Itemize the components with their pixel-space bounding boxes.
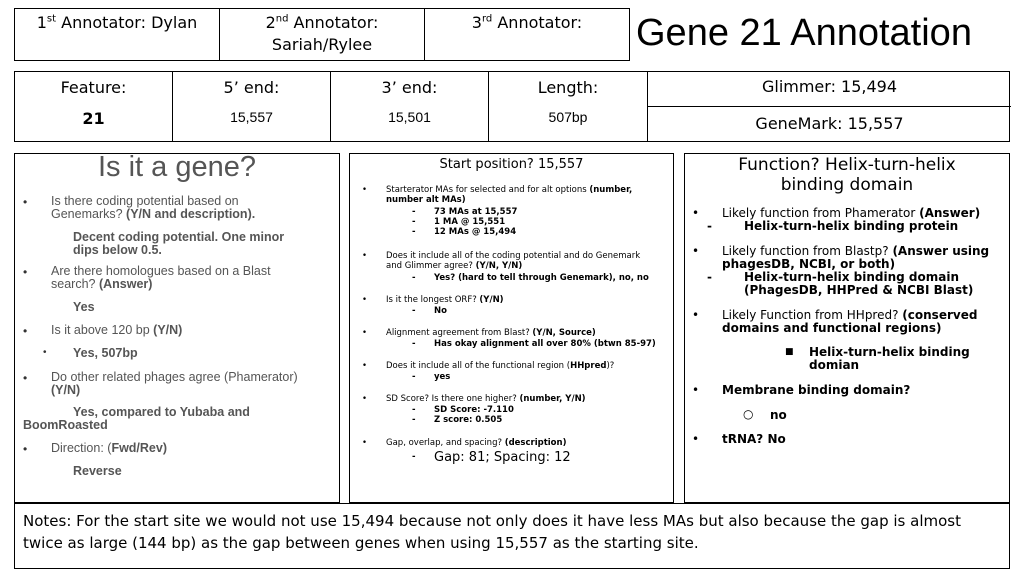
function-heading (685, 155, 1009, 195)
r2-format2: phagesDB, NCBI, or both) (722, 257, 896, 271)
five-end-label: 5’ end: (223, 78, 280, 97)
hhpred-function-answer (809, 346, 970, 372)
s5-text: Does it include all of the functional region ( (386, 361, 571, 371)
r2-answer1: Helix-turn-helix binding domain (744, 270, 960, 284)
bullet-icon: • (362, 185, 368, 195)
s4-text: Alignment agreement from Blast? (386, 328, 533, 338)
s2-line1: Does it include all of the coding potential and do Genemark (386, 251, 641, 261)
second-annotator-name: Sariah/Rylee (271, 35, 373, 54)
phamerator-answer-line2: BoomRoasted (23, 418, 108, 432)
phamerator-function-dash: - (707, 219, 712, 233)
homologues-answer: Yes (73, 300, 95, 314)
direction-answer: Reverse (73, 464, 122, 478)
third-annotator-num: 3 (471, 13, 482, 32)
s6-answer2: Z score: 0.505 (434, 415, 503, 425)
gap-answer: Gap: 81; Spacing: 12 (434, 450, 571, 465)
q2-format: (Answer) (98, 277, 153, 291)
first-annotator-text: Annotator: Dylan (56, 13, 198, 32)
s3-format: (Y/N) (479, 295, 504, 305)
bullet-icon: • (362, 251, 368, 261)
q2-line1: Are there homologues based on a Blast (51, 264, 271, 278)
s6-text: SD Score? Is there one higher? (386, 394, 520, 404)
longest-orf-question (386, 295, 504, 305)
bullet-icon: • (692, 206, 700, 220)
blast-alignment-question (386, 328, 596, 338)
square-bullet-icon: ■ (785, 347, 794, 357)
length-question (51, 324, 182, 337)
q5-text: Direction: ( (51, 441, 112, 455)
s1-answer1: 73 MAs at 15,557 (434, 207, 518, 217)
second-annotator-text: Annotator: (288, 13, 379, 32)
q3-format: (Y/N) (153, 323, 183, 337)
blastp-function-question (722, 245, 989, 271)
bullet-icon: • (692, 308, 700, 322)
sd-score-answers (434, 405, 514, 425)
s6-answer1: SD Score: -7.110 (434, 405, 514, 415)
bullet-icon: • (362, 394, 368, 404)
r3-format2: domains and functional regions) (722, 321, 942, 335)
functional-region-dash: - (412, 372, 416, 382)
genemark-value: GeneMark: 15,557 (755, 114, 904, 133)
second-annotator-cell (220, 9, 425, 60)
length-label: Length: (537, 78, 599, 97)
blast-alignment-answer: Has okay alignment all over 80% (btwn 85-97) (434, 339, 656, 349)
r1-format: (Answer) (919, 206, 981, 220)
r2-text: Likely function from Blastp? (722, 244, 893, 258)
three-end-value: 15,501 (388, 109, 431, 125)
third-annotator-text: Annotator: (492, 13, 583, 32)
function-panel (684, 153, 1010, 503)
page-title: Gene 21 Annotation (636, 12, 972, 54)
first-annotator-num: 1 (36, 13, 47, 32)
bullet-icon: • (23, 442, 28, 456)
membrane-answer: no (770, 408, 787, 422)
blastp-function-answer (744, 271, 973, 297)
gap-dash: - (412, 452, 416, 462)
first-annotator-cell (15, 9, 220, 60)
is-it-a-gene-panel (14, 153, 340, 503)
starterator-dash: - - - (412, 207, 416, 237)
gap-question (386, 438, 566, 448)
glimmer-value: Glimmer: 15,494 (761, 77, 898, 96)
sd-score-question (386, 394, 586, 404)
r2-format1: (Answer using (892, 244, 990, 258)
feature-label: Feature: (60, 78, 127, 97)
direction-question (51, 442, 167, 455)
start-position-panel (349, 153, 674, 503)
s1-format1: (number, (589, 185, 633, 195)
notes-box: Notes: For the start site we would not use 15,494 because not only does it have less MAs but also because the gap is almost twice as large (144 bp) as the gap between genes when using 15,557 as the starting site. (14, 503, 1010, 569)
bullet-icon: • (23, 265, 28, 279)
is-it-a-gene-heading: Is it a gene? (98, 151, 256, 183)
bullet-icon: • (362, 295, 368, 305)
sd-score-dash: - - (412, 405, 416, 425)
bullet-icon: • (692, 244, 700, 258)
coding-agree-dash: - (412, 273, 416, 283)
bullet-icon: • (362, 328, 368, 338)
q1-line1: Is there coding potential based on (51, 194, 239, 208)
longest-orf-dash: - (412, 306, 416, 316)
a1-line2: dips below 0.5. (73, 243, 162, 257)
phamerator-answer-line1: Yes, compared to Yubaba and (73, 405, 250, 419)
glimmer-cell (648, 72, 1011, 107)
s1-answer3: 12 MAs @ 15,494 (434, 227, 517, 237)
r2-answer2: (PhagesDB, HHPred & NCBI Blast) (744, 283, 974, 297)
three-end-col (331, 72, 489, 141)
r1-text: Likely function from Phamerator (722, 206, 920, 220)
phamerator-function-answer: Helix-turn-helix binding protein (744, 219, 959, 233)
five-end-value: 15,557 (230, 109, 273, 125)
blastp-function-dash: - (707, 270, 712, 284)
q4-line1: Do other related phages agree (Phamerator) (51, 370, 298, 384)
genemark-cell (648, 107, 1011, 142)
functional-region-answer: yes (434, 372, 451, 382)
trna-question: tRNA? No (722, 432, 786, 446)
length-answer: Yes, 507bp (73, 346, 138, 360)
third-annotator-sup: rd (481, 13, 493, 25)
coding-potential-question (51, 195, 255, 221)
functional-region-question (386, 361, 614, 371)
annotator-table (14, 8, 630, 61)
q5-format: Fwd/Rev) (111, 441, 167, 455)
feature-table (14, 71, 1010, 142)
longest-orf-answer: No (434, 306, 447, 316)
starterator-question (386, 185, 632, 205)
s2-format: (Y/N, Y/N) (475, 261, 523, 271)
coding-agree-answer: Yes? (hard to tell through Genemark), no, no (434, 273, 649, 283)
three-end-label: 3’ end: (381, 78, 438, 97)
r3-answer1: Helix-turn-helix binding (809, 345, 970, 359)
starterator-answers (434, 207, 517, 237)
circle-bullet-icon: ○ (743, 407, 754, 421)
function-heading-line1: Function? Helix-turn-helix (738, 155, 956, 175)
bullet-icon: • (23, 195, 28, 209)
r3-format1: (conserved (902, 308, 978, 322)
first-annotator-sup: st (46, 13, 57, 25)
bullet-icon: • (43, 347, 47, 358)
s2-line2: and Glimmer agree? (386, 261, 476, 271)
s1-answer2: 1 MA @ 15,551 (434, 217, 506, 227)
bullet-icon: • (23, 324, 28, 338)
five-end-col (173, 72, 331, 141)
second-annotator-num: 2 (265, 13, 276, 32)
bullet-icon: • (692, 432, 700, 446)
homologues-question (51, 265, 271, 291)
s1-text: Starterator MAs for selected and for alt options (386, 185, 590, 195)
q1-format: (Y/N and description). (126, 207, 256, 221)
phamerator-question (51, 371, 298, 397)
bullet-icon: • (692, 383, 700, 397)
s6-format: (number, Y/N) (519, 394, 586, 404)
feature-value: 21 (82, 109, 105, 128)
bullet-icon: • (362, 438, 368, 448)
r3-answer2: domian (809, 358, 860, 372)
start-position-heading: Start position? 15,557 (439, 157, 584, 172)
coding-potential-answer (73, 231, 284, 257)
a1-line1: Decent coding potential. One minor (73, 230, 285, 244)
bullet-icon: • (362, 361, 368, 371)
blast-alignment-dash: - (412, 339, 416, 349)
s7-text: Gap, overlap, and spacing? (386, 438, 505, 448)
q4-format: (Y/N) (51, 383, 81, 397)
r3-text: Likely Function from HHpred? (722, 308, 903, 322)
function-heading-line2: binding domain (780, 175, 914, 195)
q1-line2: Genemarks? (51, 207, 127, 221)
bullet-icon: • (23, 371, 28, 385)
second-annotator-sup: nd (275, 13, 289, 25)
hhpred-function-question (722, 309, 977, 335)
s5-close: )? (606, 361, 615, 371)
membrane-question: Membrane binding domain? (722, 383, 911, 397)
q2-line2: search? (51, 277, 99, 291)
coding-agree-question (386, 251, 640, 271)
s5-format: HHpred (570, 361, 607, 371)
third-annotator-cell (425, 9, 629, 60)
q3-text: Is it above 120 bp (51, 323, 154, 337)
length-col (489, 72, 648, 141)
s7-format: (description) (504, 438, 567, 448)
s4-format: (Y/N, Source) (532, 328, 596, 338)
length-value: 507bp (548, 109, 588, 125)
feature-col (15, 72, 173, 141)
s1-format2: number alt MAs) (386, 195, 466, 205)
s3-text: Is it the longest ORF? (386, 295, 480, 305)
